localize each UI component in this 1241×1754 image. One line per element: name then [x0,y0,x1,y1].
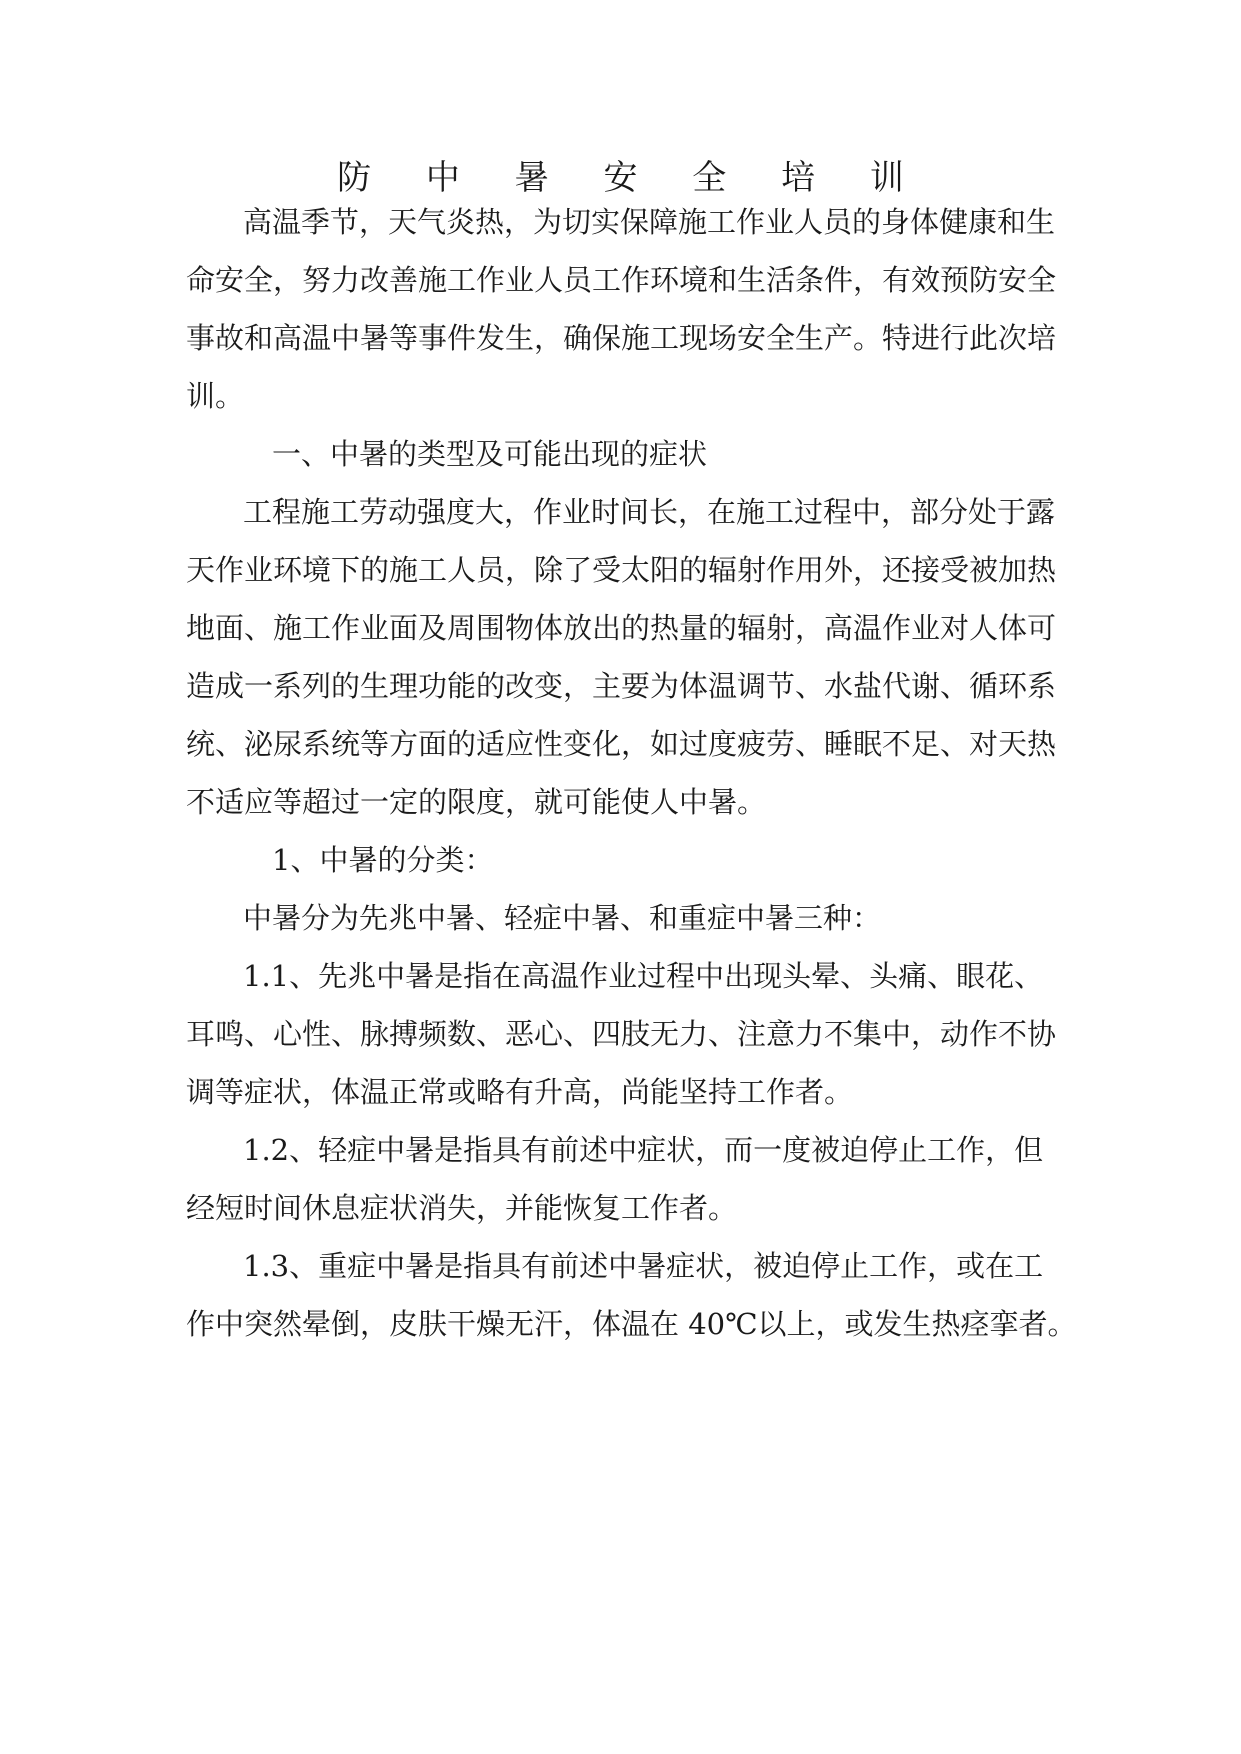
list-item-line: 经短时间休息症状消失，并能恢复工作者。 [186,1191,738,1225]
list-item-line: 1.2、轻症中暑是指具有前述中症状，而一度被迫停止工作，但 [243,1133,1044,1167]
paragraph-line: 高温季节，天气炎热，为切实保障施工作业人员的身体健康和生 [243,205,1056,239]
paragraph-line: 造成一系列的生理功能的改变，主要为体温调节、水盐代谢、循环系 [186,669,1057,703]
list-item-line: 调等症状，体温正常或略有升高，尚能坚持工作者。 [186,1075,854,1109]
paragraph-line: 训。 [186,379,245,413]
paragraph-line: 命安全，努力改善施工作业人员工作环境和生活条件，有效预防安全 [186,263,1057,297]
list-item-line: 1.1、先兆中暑是指在高温作业过程中出现头晕、头痛、眼花、 [243,959,1044,993]
list-item-line: 耳鸣、心性、脉搏频数、恶心、四肢无力、注意力不集中，动作不协 [186,1017,1057,1051]
paragraph-line: 工程施工劳动强度大，作业时间长，在施工过程中，部分处于露 [243,495,1056,529]
paragraph-line: 事故和高温中暑等事件发生，确保施工现场安全生产。特进行此次培 [186,321,1057,355]
document-title: 防 中 暑 安 全 培 训 [337,158,926,198]
list-item-line: 1.3、重症中暑是指具有前述中暑症状，被迫停止工作，或在工 [243,1249,1044,1283]
paragraph-line: 不适应等超过一定的限度，就可能使人中暑。 [186,785,767,819]
paragraph-line: 统、泌尿系统等方面的适应性变化，如过度疲劳、睡眠不足、对天热 [186,727,1057,761]
subsection-heading: 1、中暑的分类： [272,843,494,877]
paragraph-line: 地面、施工作业面及周围物体放出的热量的辐射，高温作业对人体可 [186,611,1057,645]
paragraph-line: 天作业环境下的施工人员，除了受太阳的辐射作用外，还接受被加热 [186,553,1057,587]
section-heading: 一、中暑的类型及可能出现的症状 [272,437,708,471]
list-item-line: 作中突然晕倒，皮肤干燥无汗，体温在 40℃以上，或发生热痉挛者。 [186,1307,1077,1341]
paragraph-line: 中暑分为先兆中暑、轻症中暑、和重症中暑三种： [243,901,882,935]
